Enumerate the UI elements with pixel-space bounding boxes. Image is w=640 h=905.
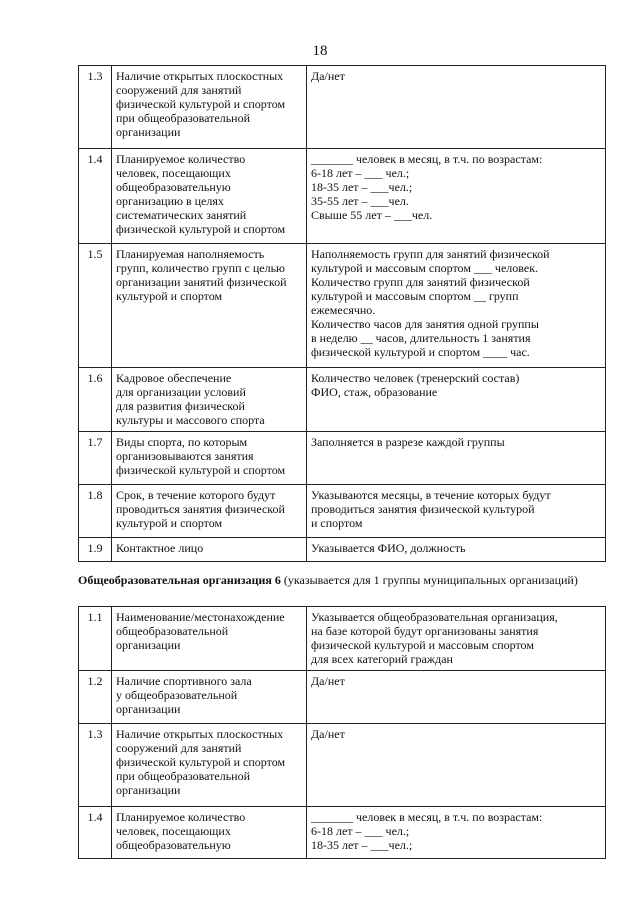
row-number: 1.4 (79, 149, 112, 244)
requirements-table-2 (78, 606, 606, 859)
row-value: Заполняется в разрезе каждой группы (307, 432, 606, 485)
row-value: _______ человек в месяц, в т.ч. по возрастам: 6-18 лет – ___ чел.; 18-35 лет – ___чел.; 35-55 лет – ___чел. Свыше 55 лет – ___чел. (307, 149, 606, 244)
row-value: Наполняемость групп для занятий физической культурой и массовым спортом ___ человек. Количество групп для занятий физической культурой и массовым спортом __ групп ежемесячно. Количество часов для занятия одной группы в неделю __ часов, длительность 1 занятия физической культурой и спортом ____ час. (307, 244, 606, 368)
row-criterion: Планируемое количество человек, посещающих общеобразовательную организацию в целях систематических занятий физической культурой и спортом (112, 149, 307, 244)
table-row (79, 432, 606, 485)
row-number: 1.7 (79, 432, 112, 485)
organization-note: (указывается для 1 группы муниципальных организаций) (280, 573, 578, 587)
row-criterion: Планируемая наполняемость групп, количество групп с целью организации занятий физической культурой и спортом (112, 244, 307, 368)
row-number: 1.6 (79, 368, 112, 432)
row-number: 1.3 (79, 724, 112, 807)
organization-title: Общеобразовательная организация 6 (78, 573, 281, 587)
table-row (79, 66, 606, 149)
row-criterion: Виды спорта, по которым организовываются занятия физической культурой и спортом (112, 432, 307, 485)
row-value: Да/нет (307, 724, 606, 807)
table-row (79, 149, 606, 244)
organization-heading (78, 573, 603, 587)
table-row (79, 724, 606, 807)
row-value: Да/нет (307, 671, 606, 724)
row-value: Да/нет (307, 66, 606, 149)
table-row (79, 368, 606, 432)
page-number: 18 (312, 43, 328, 59)
row-value: Указывается ФИО, должность (307, 538, 606, 562)
row-number: 1.4 (79, 807, 112, 859)
row-value: Указывается общеобразовательная организация, на базе которой будут организованы занятия физической культурой и массовым спортом для всех категорий граждан (307, 607, 606, 671)
table-row (79, 538, 606, 562)
table-row (79, 671, 606, 724)
row-criterion: Планируемое количество человек, посещающих общеобразовательную (112, 807, 307, 859)
row-criterion: Кадровое обеспечение для организации условий для развития физической культуры и массового спорта (112, 368, 307, 432)
row-criterion: Контактное лицо (112, 538, 307, 562)
table-row (79, 807, 606, 859)
table-row (79, 244, 606, 368)
row-criterion: Срок, в течение которого будут проводиться занятия физической культурой и спортом (112, 485, 307, 538)
table-row (79, 607, 606, 671)
row-value: _______ человек в месяц, в т.ч. по возрастам: 6-18 лет – ___ чел.; 18-35 лет – ___чел.; (307, 807, 606, 859)
row-criterion: Наличие открытых плоскостных сооружений для занятий физической культурой и спортом при общеобразовательной организации (112, 724, 307, 807)
row-criterion: Наличие спортивного зала у общеобразовательной организации (112, 671, 307, 724)
row-number: 1.2 (79, 671, 112, 724)
row-value: Указываются месяцы, в течение которых будут проводиться занятия физической культурой и спортом (307, 485, 606, 538)
row-number: 1.8 (79, 485, 112, 538)
row-criterion: Наименование/местонахождение общеобразовательной организации (112, 607, 307, 671)
row-number: 1.9 (79, 538, 112, 562)
row-number: 1.3 (79, 66, 112, 149)
row-value: Количество человек (тренерский состав) ФИО, стаж, образование (307, 368, 606, 432)
requirements-table-1 (78, 65, 606, 562)
row-number: 1.5 (79, 244, 112, 368)
row-criterion: Наличие открытых плоскостных сооружений для занятий физической культурой и спортом при общеобразовательной организации (112, 66, 307, 149)
row-number: 1.1 (79, 607, 112, 671)
table-row (79, 485, 606, 538)
